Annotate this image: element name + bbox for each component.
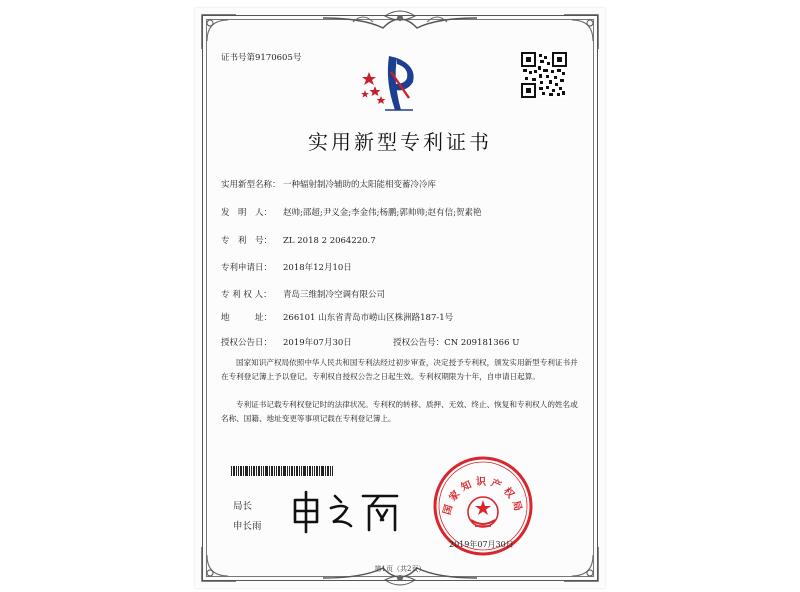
field-application-date [221,261,352,273]
field-value: 一种辐射制冷辅助的太阳能相变蓄冷冷库 [283,180,437,190]
field-label: 实用新型名称： [221,180,281,190]
field-value: 青岛三维制冷空调有限公司 [283,290,386,300]
grant-date-value: 2019年07月30日 [283,338,352,348]
patent-office-logo-icon [355,52,421,114]
page-indicator: 第1页（共2页） [374,565,426,573]
certificate-number: 证书号第9170605号 [221,53,302,63]
qr-code [521,52,567,98]
statement-paragraph-1: 国家知识产权局依照中华人民共和国专利法经过初步审查，决定授予专利权，颁发实用新型专利证书并在专利登记簿上予以登记。专利权自授权公告之日起生效。专利权期限为十年，自申请日起算。 [221,358,578,381]
barcode [231,466,333,476]
field-inventors [221,206,482,218]
field-label: 专利申请日： [221,263,273,273]
field-label: 发 明 人： [221,208,273,218]
top-crest-ornament [323,8,477,34]
certificate-sheet [195,8,605,588]
grant-date-label: 授权公告日： [221,338,273,348]
corner-ornament-top-right [560,11,602,53]
field-grant [221,336,519,348]
statement-paragraph-2: 专利证书记载专利权登记时的法律状况。专利权的转移、质押、无效、终止、恢复和专利权人的姓名或名称、国籍、地址变更等事项记载在专利登记簿上。 [221,400,578,423]
field-value: ZL 2018 2 2064220.7 [283,236,376,246]
director-name: 申长雨 [233,521,262,532]
grant-number-label: 授权公告号： [393,338,445,348]
field-utility-name [221,178,436,190]
certificate-title: 实用新型专利证书 [308,130,492,154]
grant-number-value: CN 209181366 U [444,338,520,348]
director-signature [287,486,407,536]
field-label: 专 利 权 人： [221,290,272,300]
field-patentee [221,288,385,300]
svg-text:国家知识产权局: 国家知识产权局 [441,477,525,517]
field-value: 2018年12月10日 [283,263,352,273]
director-title: 局长 [233,501,253,512]
field-patent-number [221,234,376,246]
field-label: 专 利 号： [221,236,273,246]
field-value: 赵帅;邵超;尹义金;李金伟;杨鹏;郭帅帅;赵有信;贺素艳 [283,208,482,218]
corner-ornament-top-left [198,11,240,53]
field-label: 地 址： [221,313,273,323]
field-address [221,311,453,323]
seal-date: 2019年07月30日 [449,540,514,549]
field-value: 266101 山东省青岛市崂山区株洲路187-1号 [283,313,454,323]
